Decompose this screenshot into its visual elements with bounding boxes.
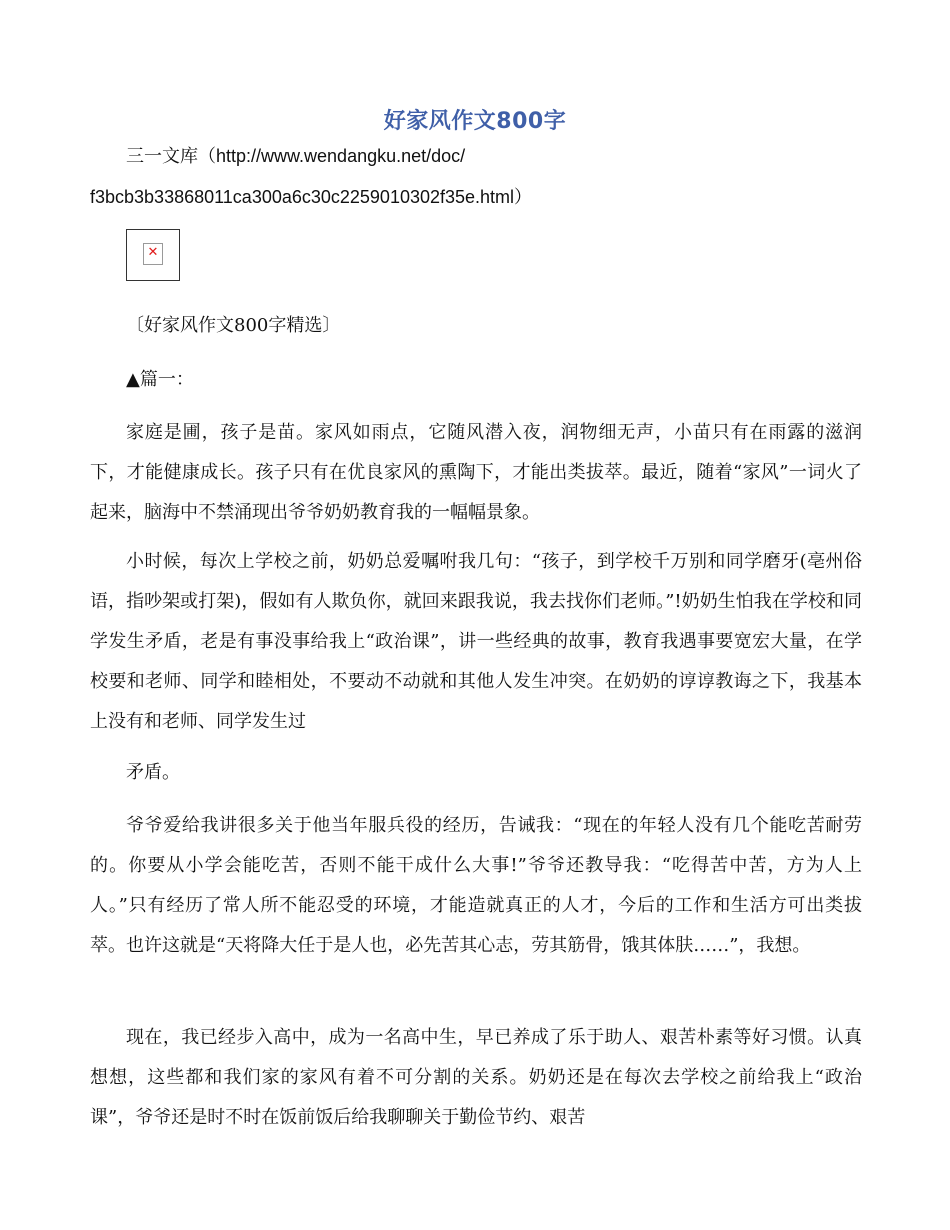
image-placeholder bbox=[126, 229, 180, 281]
paragraph-1: 家庭是圃，孩子是苗。家风如雨点，它随风潜入夜，润物细无声，小苗只有在雨露的滋润下，才能健康成长。孩子只有在优良家风的熏陶下，才能出类拔萃。最近，随着“家风”一词火了起来，脑海中不禁涌现出爷爷奶奶教育我的一幅幅景象。 bbox=[90, 422, 862, 523]
section-heading: ▲篇一： bbox=[126, 369, 194, 390]
source-prefix: 三一文库（ bbox=[126, 146, 216, 167]
source-line-2 bbox=[90, 177, 880, 218]
subtitle: 〔好家风作文800字精选〕 bbox=[126, 315, 341, 336]
source-citation bbox=[90, 136, 880, 218]
source-line-1 bbox=[90, 136, 880, 177]
document-title: 好家风作文800字 bbox=[383, 109, 567, 134]
paragraph-3: 爷爷爱给我讲很多关于他当年服兵役的经历，告诫我：“现在的年轻人没有几个能吃苦耐劳的。你要从小学会能吃苦，否则不能干成什么大事!”爷爷还教导我：“吃得苦中苦，方为人上人。”只有经历了常人所不能忍受的环境，才能造就真正的人才，今后的工作和生活方可出类拔萃。也许这就是“天将降大任于是人也，必先苦其心志，劳其筋骨，饿其体肤……”，我想。 bbox=[90, 815, 862, 956]
paragraph-4: 现在，我已经步入高中，成为一名高中生，早已养成了乐于助人、艰苦朴素等好习惯。认真想想，这些都和我们家的家风有着不可分割的关系。奶奶还是在每次去学校之前给我上“政治课”，爷爷还是时不时在饭前饭后给我聊聊关于勤俭节约、艰苦 bbox=[90, 1027, 862, 1128]
source-suffix: ） bbox=[514, 187, 533, 208]
source-url-part1[interactable]: http://www.wendangku.net/doc/ bbox=[216, 146, 466, 166]
paragraph-2-continuation: 矛盾。 bbox=[126, 762, 180, 783]
source-url-part2[interactable]: f3bcb3b33868011ca300a6c30c2259010302f35e.html bbox=[90, 187, 515, 207]
paragraph-2: 小时候，每次上学校之前，奶奶总爱嘱咐我几句：“孩子，到学校千万别和同学磨牙(亳州俗语，指吵架或打架)，假如有人欺负你，就回来跟我说，我去找你们老师。”!奶奶生怕我在学校和同学发生矛盾，老是有事没事给我上“政治课”，讲一些经典的故事，教育我遇事要宽宏大量，在学校要和老师、同学和睦相处，不要动不动就和其他人发生冲突。在奶奶的谆谆教诲之下，我基本上没有和老师、同学发生过 bbox=[90, 551, 862, 732]
broken-image-icon: ✕ bbox=[143, 243, 163, 265]
